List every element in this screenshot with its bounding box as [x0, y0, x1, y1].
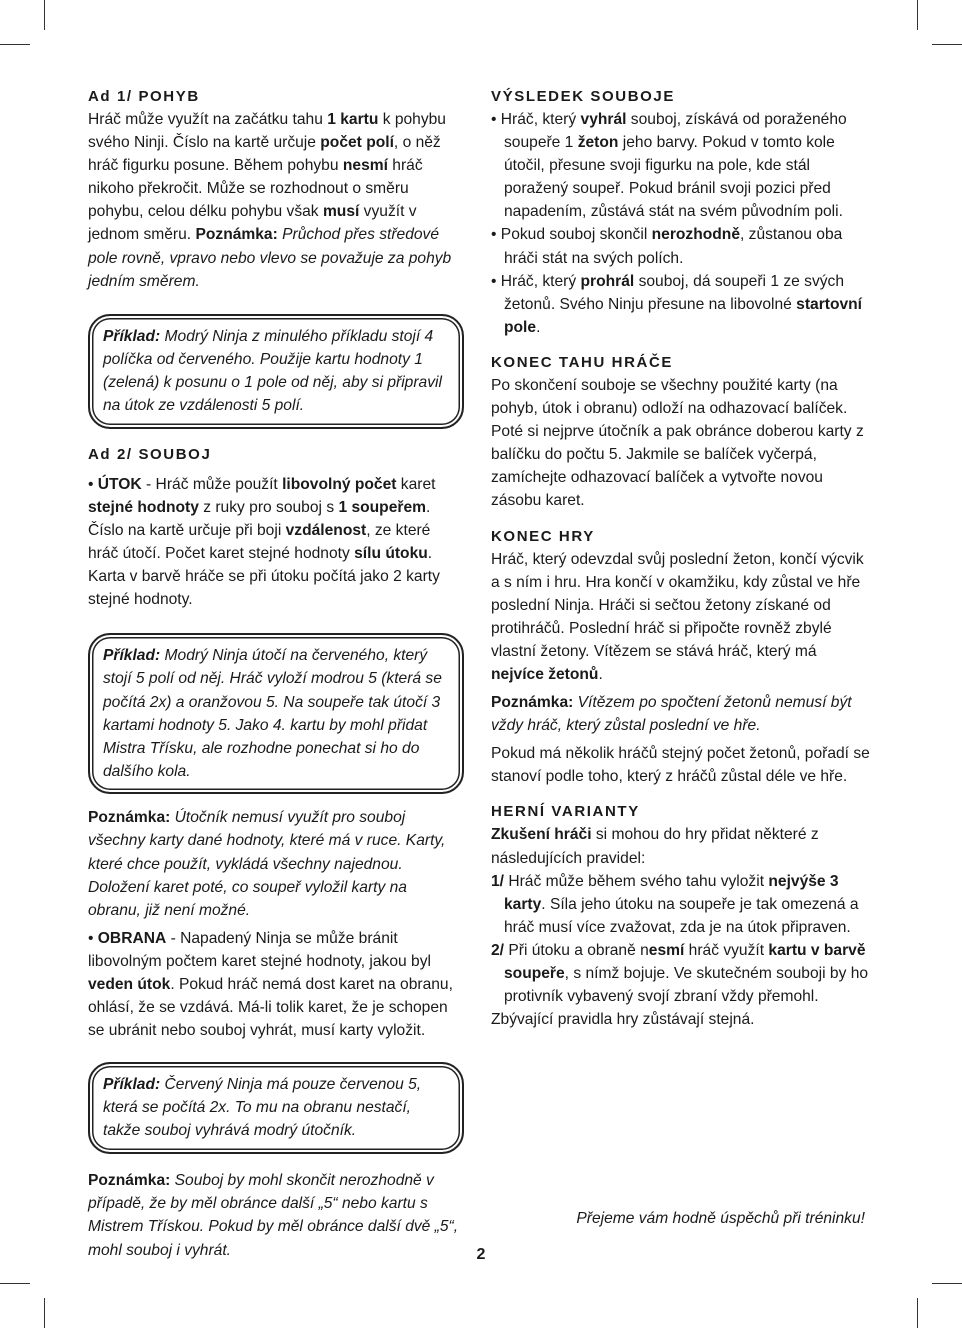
- section-heading-pohyb: Ad 1/ POHYB: [88, 88, 200, 105]
- crop-mark: [0, 1283, 30, 1284]
- variant-2: 2/ Při útoku a obraně nesmí hráč využít kartu v barvě soupeře, s nímž bojuje. Ve skutečném souboji by ho protivník vybavený svojí zbraní vždy přemohl.: [491, 941, 869, 1006]
- note-nerozhodne: Poznámka: Souboj by mohl skončit nerozhodně v případě, že by měl obránce další „5“ nebo kartu s Mistrem Třískou. Pokud by měl obránce další dvě „5“, mohl souboj i vyhrát.: [88, 1172, 459, 1259]
- section-heading-varianty: HERNÍ VARIANTY: [491, 803, 640, 821]
- obrana-text: • OBRANA - Napadený Ninja se může bránit libovolným počtem karet stejné hodnoty, jakou byl veden útok. Pokud hráč nemá dost karet na obranu, ohlásí, že se vzdává. Má-li tolik karet, že je schopen se ubránit nebo souboj vyhrát, musí karty vyložit.: [88, 929, 453, 1040]
- tie-text: Pokud má několik hráčů stejný počet žetonů, pořadí se stanoví podle toho, který z hráčů zůstal déle ve hře.: [491, 745, 870, 786]
- crop-mark: [44, 1298, 45, 1328]
- utok-text: • ÚTOK - Hráč může použít libovolný počet karet stejné hodnoty z ruky pro souboj s 1 soupeřem. Číslo na kartě určuje při boji vzdálenost, ze které hráč útočí. Počet karet stejné hodnoty sílu útoku. Karta v barvě hráče se při útoku počítá jako 2 karty stejné hodnoty.: [88, 475, 440, 609]
- section-heading-konec-hry: KONEC HRY: [491, 527, 595, 545]
- crop-mark: [932, 1283, 962, 1284]
- rest-text: Zbývající pravidla hry zůstávají stejná.: [491, 1011, 755, 1029]
- result-draw: • Pokud souboj skončil nerozhodně, zůstanou oba hráči stát na svých polích.: [491, 226, 843, 267]
- konec-tahu-text: Po skončení souboje se všechny použité karty (na pohyb, útok i obranu) odloží na odhazovací balíček. Poté si nejprve útočník a pak obránce doberou karty z balíčku do počtu 5. Jakmile se balíček vyčerpá, zamíchejte odhazovací balíček a vytvořte novou zásobu karet.: [491, 376, 864, 510]
- note-utocnik: Poznámka: Útočník nemusí využít pro souboj všechny karty dané hodnoty, které má v ruce. Karty, které chce použít, vykládá všechny najednou. Doložení karet poté, co soupeř vyložil karty na obranu, již není možné.: [88, 809, 446, 919]
- crop-mark: [932, 44, 962, 45]
- note-vitez: Poznámka: Vítězem po spočtení žetonů nemusí být vždy hráč, který zůstal poslední ve hře.: [491, 694, 852, 735]
- closing-wish: Přejeme vám hodně úspěchů při tréninku!: [576, 1210, 865, 1227]
- left-column: [88, 86, 464, 1262]
- crop-mark: [44, 0, 45, 30]
- result-win: • Hráč, který vyhrál souboj, získává od poraženého soupeře 1 žeton jeho barvy. Pokud v tomto kole útočil, přesune svoji figurku na pole, kde stál poražený soupeř. Pokud bránil svoji pozici před napadením, zůstává stát na svém původním poli.: [491, 111, 847, 221]
- variant-1: 1/ Hráč může během svého tahu vyložit nejvýše 3 karty. Síla jeho útoku na soupeře je tak omezená a hráč musí více zvažovat, zda je na útok připraven.: [491, 872, 859, 936]
- section-heading-souboj: Ad 2/ SOUBOJ: [88, 445, 212, 463]
- example-box-2: Příklad: Modrý Ninja útočí na červeného, který stojí 5 polí od něj. Hráč vyloží modrou 5 (která se počítá 2x) a oranžovou 5. Na soupeře tak útočí 3 kartami hodnoty 5. Jako 4. kartu by mohl přidat Mistra Třísku, ale rozhodne ponechat si ho do dalšího kola.: [88, 633, 464, 794]
- section-heading-vysledek: VÝSLEDEK SOUBOJE: [491, 88, 675, 105]
- page-number: 2: [476, 1246, 486, 1263]
- crop-mark: [917, 0, 918, 30]
- section-heading-konec-tahu: KONEC TAHU HRÁČE: [491, 353, 673, 371]
- right-column: [491, 86, 871, 1031]
- result-loss: • Hráč, který prohrál souboj, dá soupeři 1 ze svých žetonů. Svého Ninju přesune na libovolné startovní pole.: [491, 272, 863, 336]
- example-box-3: Příklad: Červený Ninja má pouze červenou 5, která se počítá 2x. To mu na obranu nestačí, takže souboj vyhrává modrý útočník.: [88, 1062, 464, 1154]
- varianty-intro: Zkušení hráči si mohou do hry přidat některé z následujících pravidel:: [491, 826, 819, 867]
- crop-mark: [0, 44, 30, 45]
- konec-hry-text: Hráč, který odevzdal svůj poslední žeton, končí výcvik a s ním i hru. Hra končí v okamžiku, kdy zůstal ve hře poslední Ninja. Hráči si sečtou žetony získané od protihráčů. Poslední hráč si připočte rovněž zbylé vlastní žetony. Vítězem se stává hráč, který má nejvíce žetonů.: [491, 550, 864, 683]
- example-box-1: Příklad: Modrý Ninja z minulého příkladu stojí 4 políčka od červeného. Použije kartu hodnoty 1 (zelená) k posunu o 1 pole od něj, aby si připravil na útok ze vzdálenosti 5 polí.: [88, 314, 464, 429]
- crop-mark: [917, 1298, 918, 1328]
- pohyb-text: Hráč může využít na začátku tahu 1 kartu k pohybu svého Ninji. Číslo na kartě určuje počet polí, o něž hráč figurku posune. Během pohybu nesmí hráč nikoho překročit. Může se rozhodnout o směru pohybu, celou délku pohybu však musí využít v jednom směru. Poznámka: Průchod přes středové pole rovně, vpravo nebo vlevo se považuje za pohyb jedním směrem.: [88, 111, 452, 290]
